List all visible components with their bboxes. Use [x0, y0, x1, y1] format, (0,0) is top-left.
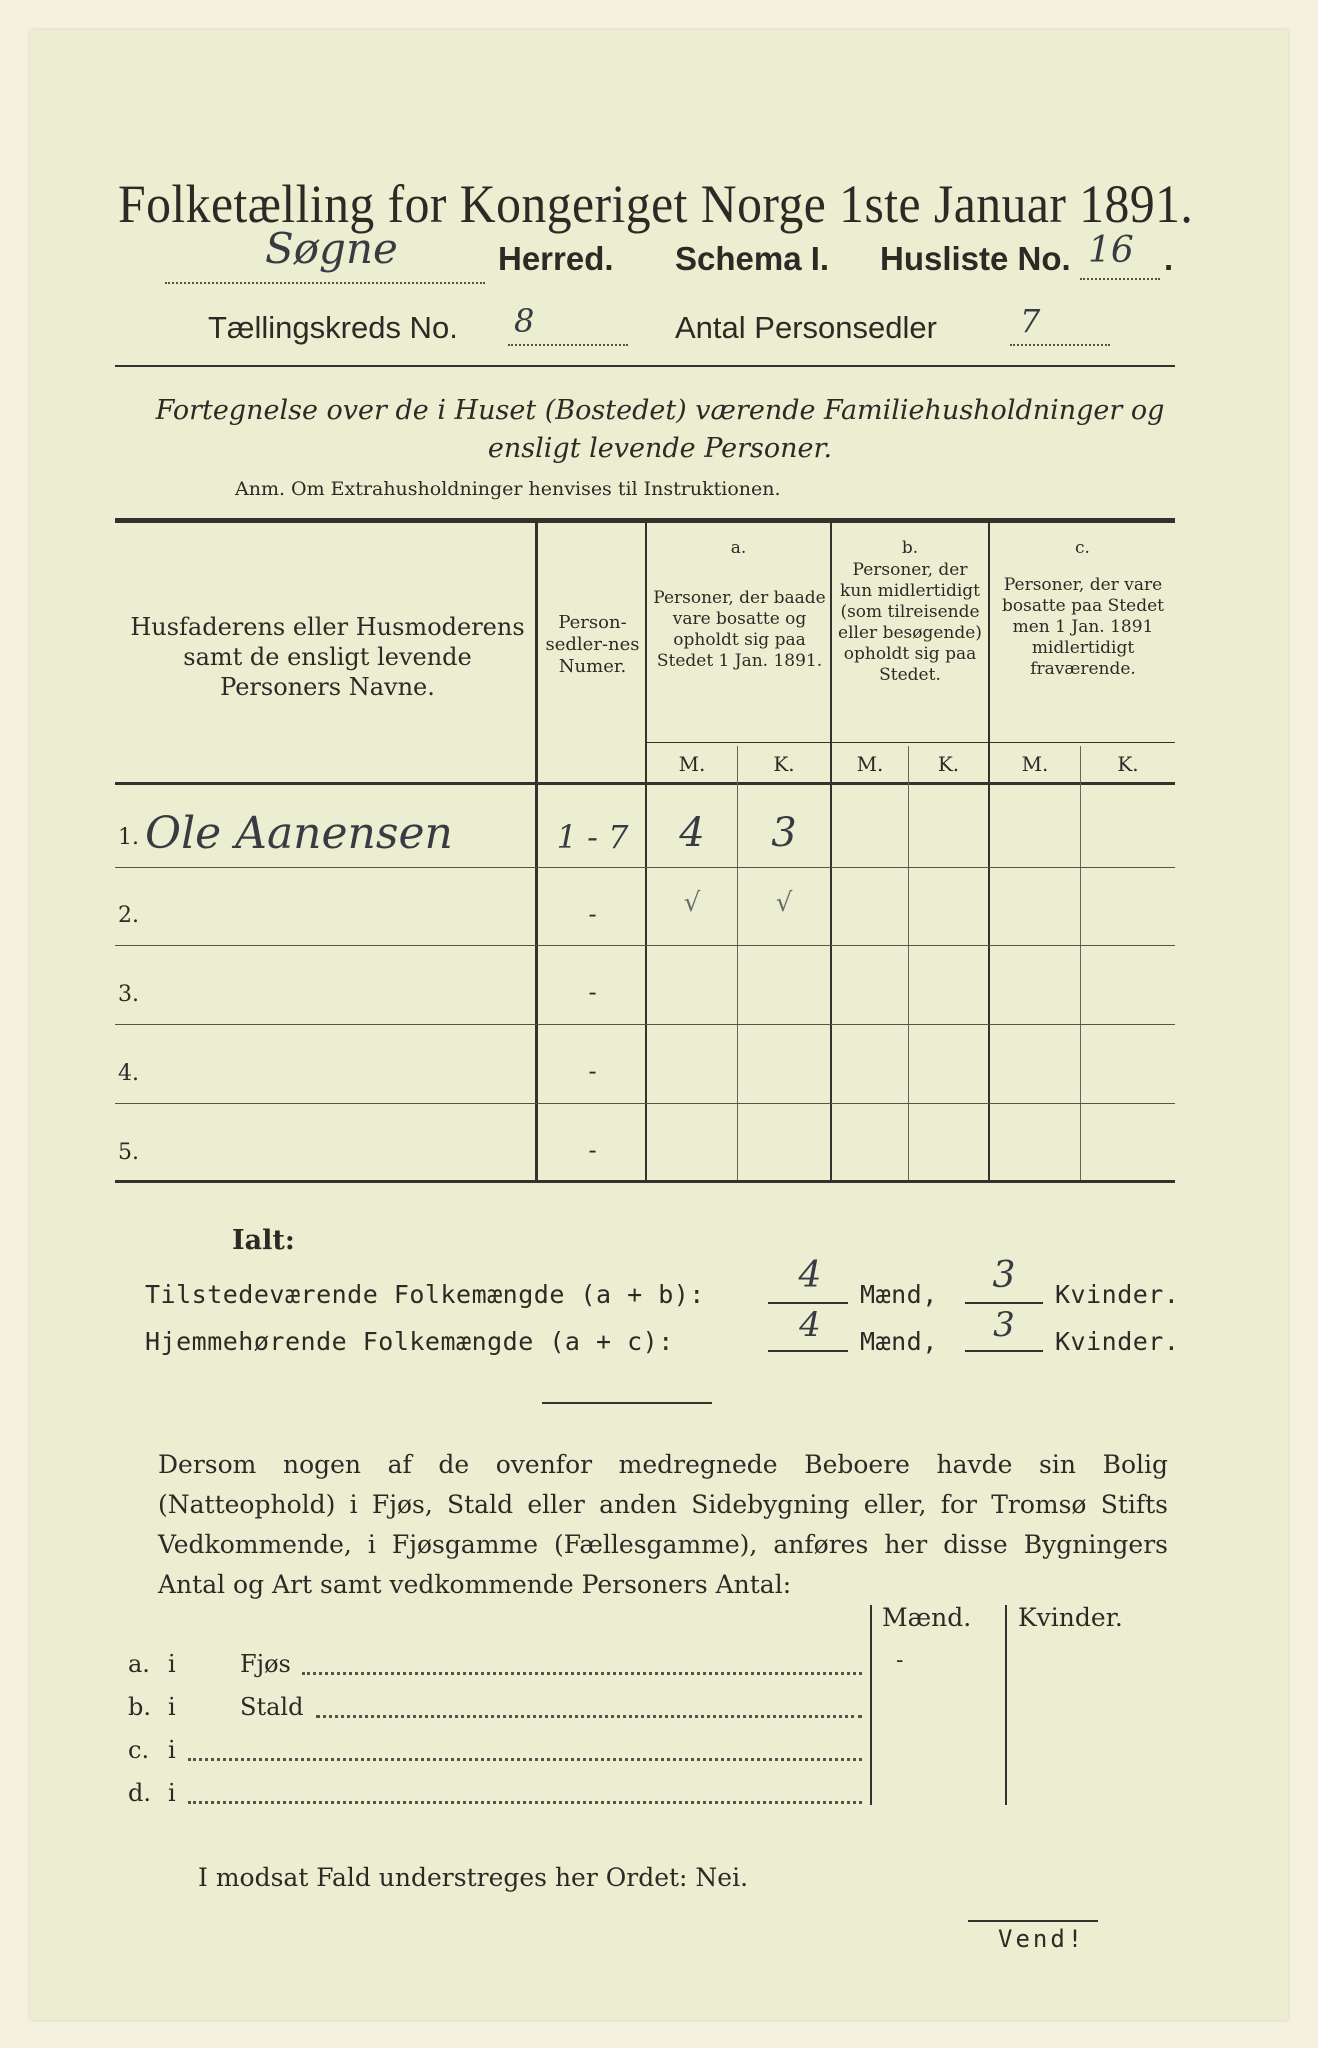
nei-instruction: I modsat Fald understreges her Ordet: Nei.	[198, 1863, 749, 1892]
herred-field	[165, 224, 485, 284]
item-prep: i	[168, 1736, 176, 1764]
row-numer: -	[588, 1136, 597, 1164]
a-m-label: M.	[678, 752, 706, 776]
row-a-m: √	[683, 888, 701, 918]
taellingskreds-field	[508, 302, 628, 346]
col-a-header: Personer, der baade vare bosatte og opholdt sig paa Stedet 1 Jan. 1891.	[653, 588, 826, 671]
row-numer: -	[588, 900, 597, 928]
col-b-letter: b.	[901, 538, 919, 558]
item-letter: c.	[128, 1736, 150, 1764]
row-number: 3.	[118, 982, 139, 1007]
row-numer: -	[588, 978, 597, 1006]
row-numer: -	[588, 1057, 597, 1085]
tilstede-label: Tilstedeværende Folkemængde (a + b):	[145, 1280, 705, 1309]
item-label: Fjøs	[240, 1650, 291, 1678]
buildings-kvinder-header: Kvinder.	[1018, 1603, 1123, 1632]
husliste-field	[1080, 230, 1160, 280]
hjemme-kvinder-label: Kvinder.	[1055, 1327, 1180, 1356]
item-prep: i	[168, 1650, 176, 1678]
husliste-period: .	[1164, 240, 1174, 277]
row-a-m: 4	[679, 810, 705, 856]
ialt-label: Ialt:	[232, 1225, 295, 1256]
hjemme-maend-value: 4	[799, 1305, 821, 1345]
row-number: 4.	[118, 1061, 139, 1086]
census-form	[30, 30, 1288, 2020]
row-a-k: 3	[771, 810, 797, 856]
antal-value: 7	[1020, 302, 1041, 340]
row-name: Ole Aanensen	[145, 808, 453, 859]
divider	[542, 1402, 712, 1404]
col-c-header: Personer, der vare bosatte paa Stedet men 1 Jan. 1891 midlertidigt fraværende.	[1002, 575, 1164, 679]
c-k-label: K.	[1117, 752, 1139, 776]
b-m-label: M.	[856, 752, 884, 776]
building-paragraph: Dersom nogen af de ovenfor medregnede Beboere havde sin Bolig (Natteophold) i Fjøs, Stald eller anden Sidebygning eller, for Tromsø Stifts Vedkommende, i Fjøsgamme (Fællesgamme), anføres her disse Bygningers Antal og Art samt vedkommende Personers Antal:	[158, 1450, 1168, 1599]
vend-label: Vend!	[998, 1925, 1086, 1953]
husliste-label: Husliste No.	[880, 240, 1071, 277]
item-prep: i	[168, 1779, 176, 1807]
item-prep: i	[168, 1693, 176, 1721]
taellingskreds-value: 8	[514, 302, 535, 340]
taellingskreds-label: Tællingskreds No.	[208, 310, 458, 345]
form-title: Folketælling for Kongeriget Norge 1ste Januar 1891.	[118, 174, 1194, 234]
col-numer-header: Person-sedler-nes Numer.	[545, 612, 640, 677]
anm-note: Anm. Om Extrahusholdninger henvises til Instruktionen.	[235, 478, 781, 500]
antal-field	[1010, 302, 1110, 346]
col-b-header: Personer, der kun midlertidigt (som tilreisende eller besøgende) opholdt sig paa Stedet.	[838, 560, 982, 685]
antal-label: Antal Personsedler	[675, 310, 937, 345]
tilstede-maend-label: Mænd,	[860, 1280, 938, 1309]
item-letter: d.	[128, 1779, 151, 1807]
divider	[115, 365, 1175, 367]
item-letter: b.	[128, 1693, 151, 1721]
a-k-label: K.	[773, 752, 795, 776]
row-numer: 1 - 7	[556, 818, 629, 856]
row-number: 2.	[118, 903, 139, 928]
husliste-value: 16	[1088, 230, 1134, 271]
tilstede-maend-value: 4	[798, 1255, 822, 1296]
c-m-label: M.	[1021, 752, 1049, 776]
tilstede-kvinder-value: 3	[992, 1255, 1016, 1296]
hjemme-maend-label: Mænd,	[860, 1327, 938, 1356]
hjemme-label: Hjemmehørende Folkemængde (a + c):	[145, 1327, 674, 1356]
schema-label: Schema I.	[675, 240, 830, 277]
intro-text: Fortegnelse over de i Huset (Bostedet) værende Familiehusholdninger og ensligt levende Personer.	[155, 395, 1165, 464]
buildings-maend-header: Mænd.	[882, 1603, 972, 1632]
fjos-maend-mark: -	[896, 1648, 904, 1673]
herred-label: Herred.	[498, 240, 614, 277]
col-names-header: Husfaderens eller Husmoderens samt de ensligt levende Personers Navne.	[130, 613, 525, 701]
item-letter: a.	[128, 1650, 150, 1678]
row-a-k: √	[775, 888, 793, 918]
col-c-letter: c.	[1075, 538, 1090, 558]
b-k-label: K.	[937, 752, 960, 776]
herred-value: Søgne	[265, 224, 398, 273]
item-label: Stald	[240, 1693, 304, 1721]
row-number: 1.	[118, 825, 139, 850]
tilstede-kvinder-label: Kvinder.	[1055, 1280, 1180, 1309]
col-a-letter: a.	[730, 538, 747, 558]
hjemme-kvinder-value: 3	[993, 1305, 1015, 1345]
row-number: 5.	[118, 1140, 139, 1165]
